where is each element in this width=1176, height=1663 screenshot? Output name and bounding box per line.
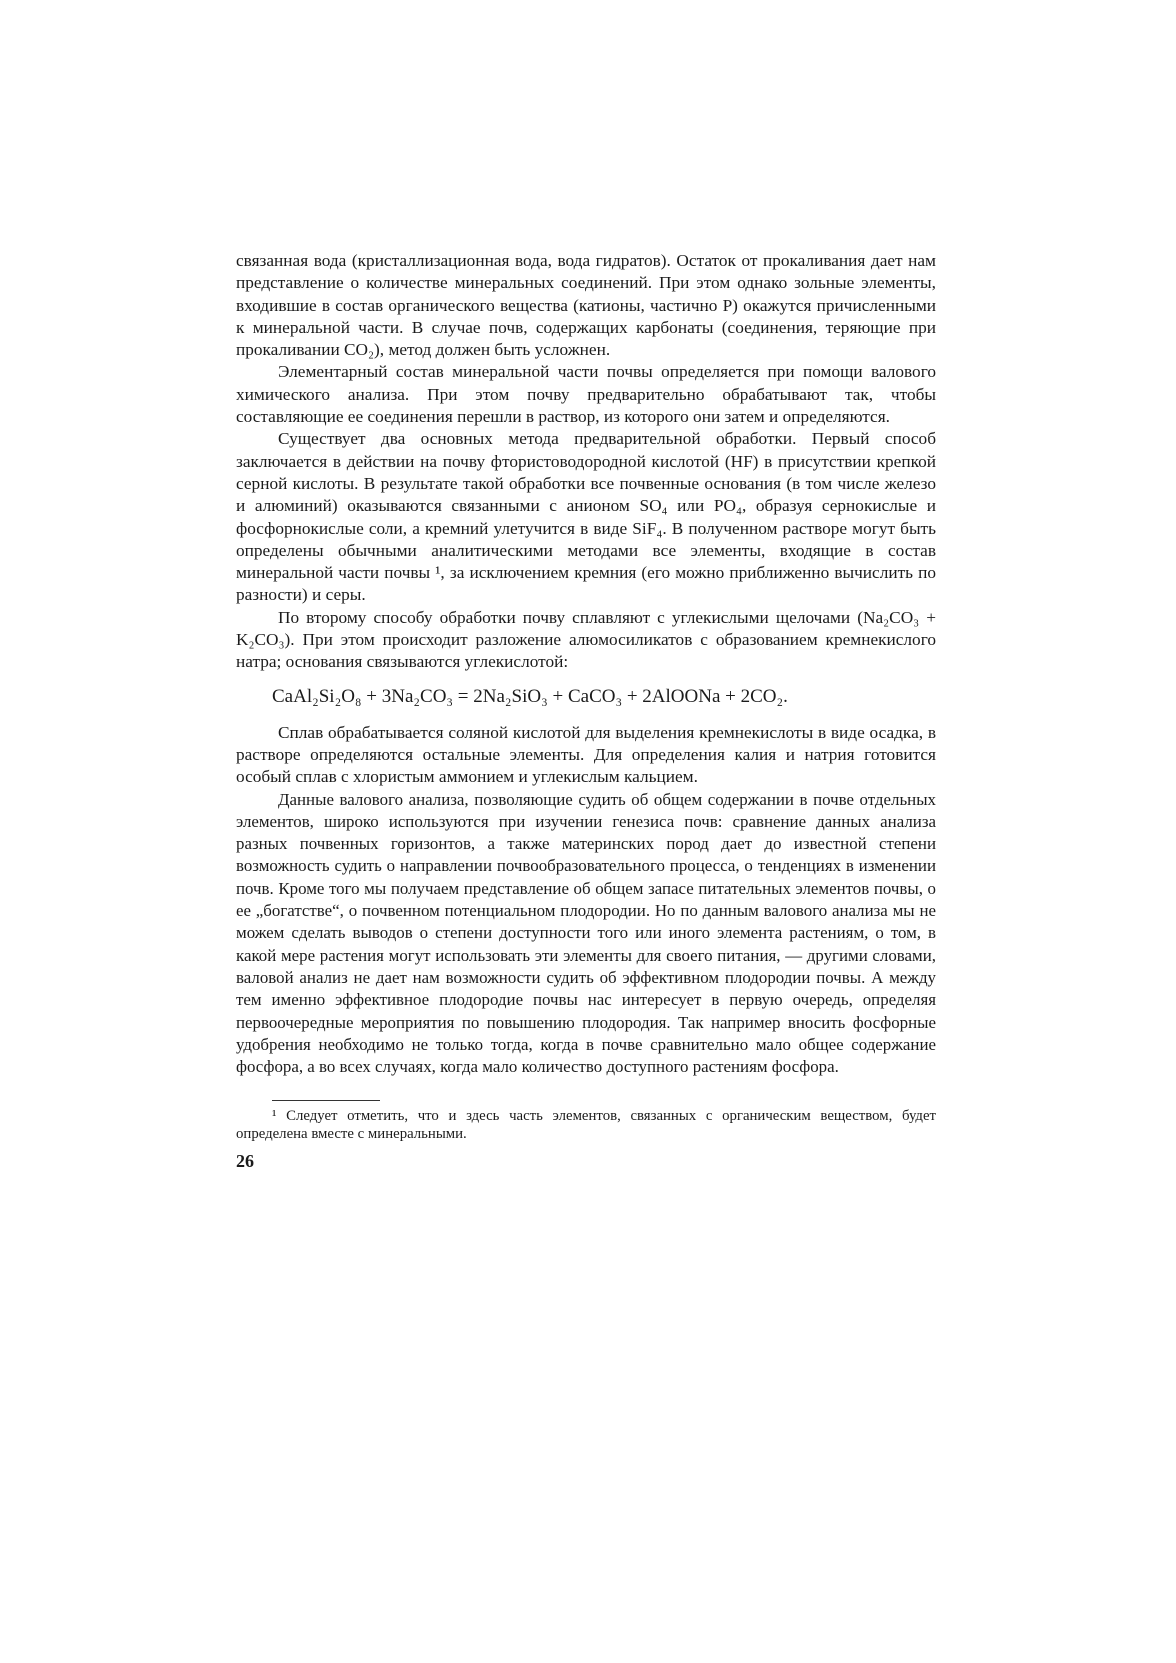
body-paragraph-4: По второму способу обработки почву сплавляют с углекислыми щелочами (Na₂CO₃ + K₂CO₃). При этом происходит разложение алюмосиликатов с образованием кремнекислого натра; основания связываются углекислотой:: [236, 607, 936, 672]
footnote-separator: [272, 1100, 380, 1101]
page-body: [236, 250, 936, 1172]
body-paragraph-6: Данные валового анализа, позволяющие судить об общем содержании в почве отдельных элементов, широко используются при изучении генезиса почв: сравнение данных анализа разных почвенных горизонтов, а также материнских пород дает до известной степени возможность судить о направлении почвообразовательного процесса, о тенденциях в изменении почв. Кроме того мы получаем представление об общем запасе питательных элементов почвы, о ее „богатстве“, о почвенном потенциальном плодородии. Но по данным валового анализа мы не можем сделать выводов о степени доступности того или иного элемента растениям, о том, в какой мере растения могут использовать эти элементы для своего питания, — другими словами, валовой анализ не дает нам возможности судить об эффективном плодородии почвы. А между тем именно эффективное плодородие почвы нас интересует в первую очередь, определяя первоочередные мероприятия по повышению плодородия. Так например вносить фосфорные удобрения необходимо не только тогда, когда в почве сравнительно мало общее содержание фосфора, а во всех случаях, когда мало количество доступного растениям фосфора.: [236, 789, 936, 1077]
body-paragraph-1: связанная вода (кристаллизационная вода, вода гидратов). Остаток от прокаливания дает нам представление о количестве минеральных соединений. При этом однако зольные элементы, входившие в состав органического вещества (катионы, частично Р) окажутся причисленными к минеральной части. В случае почв, содержащих карбонаты (соединения, теряющие при прокаливании CO₂), метод должен быть усложнен.: [236, 251, 936, 360]
body-paragraph-5: Сплав обрабатывается соляной кислотой для выделения кремнекислоты в виде осадка, в растворе определяются остальные элементы. Для определения калия и натрия готовится особый сплав с хлористым аммонием и углекислым кальцием.: [236, 722, 936, 787]
footnote: ¹ Следует отметить, что и здесь часть элементов, связанных с органическим веществом, будет определена вместе с минеральными.: [236, 1108, 936, 1143]
page-number: 26: [236, 1151, 254, 1172]
body-paragraph-2: Элементарный состав минеральной части почвы определяется при помощи валового химического анализа. При этом почву предварительно обрабатывают так, чтобы составляющие ее соединения перешли в раствор, из которого они затем и определяются.: [236, 362, 936, 427]
body-paragraph-3: Существует два основных метода предварительной обработки. Первый способ заключается в действии на почву фтористоводородной кислотой (HF) в присутствии крепкой серной кислоты. В результате такой обработки все почвенные основания (в том числе железо и алюминий) оказываются связанными с анионом SO₄ или PO₄, образуя сернокислые и фосфорнокислые соли, а кремний улетучится в виде SiF₄. В полученном растворе могут быть определены обычными аналитическими методами все элементы, входящие в состав минеральной части почвы ¹, за исключением кремния (его можно приближенно вычислить по разности) и серы.: [236, 429, 936, 605]
chemical-equation: CaAl₂Si₂O₈ + 3Na₂CO₃ = 2Na₂SiO₃ + CaCO₃ + 2AlOONa + 2CO₂.: [272, 685, 788, 707]
